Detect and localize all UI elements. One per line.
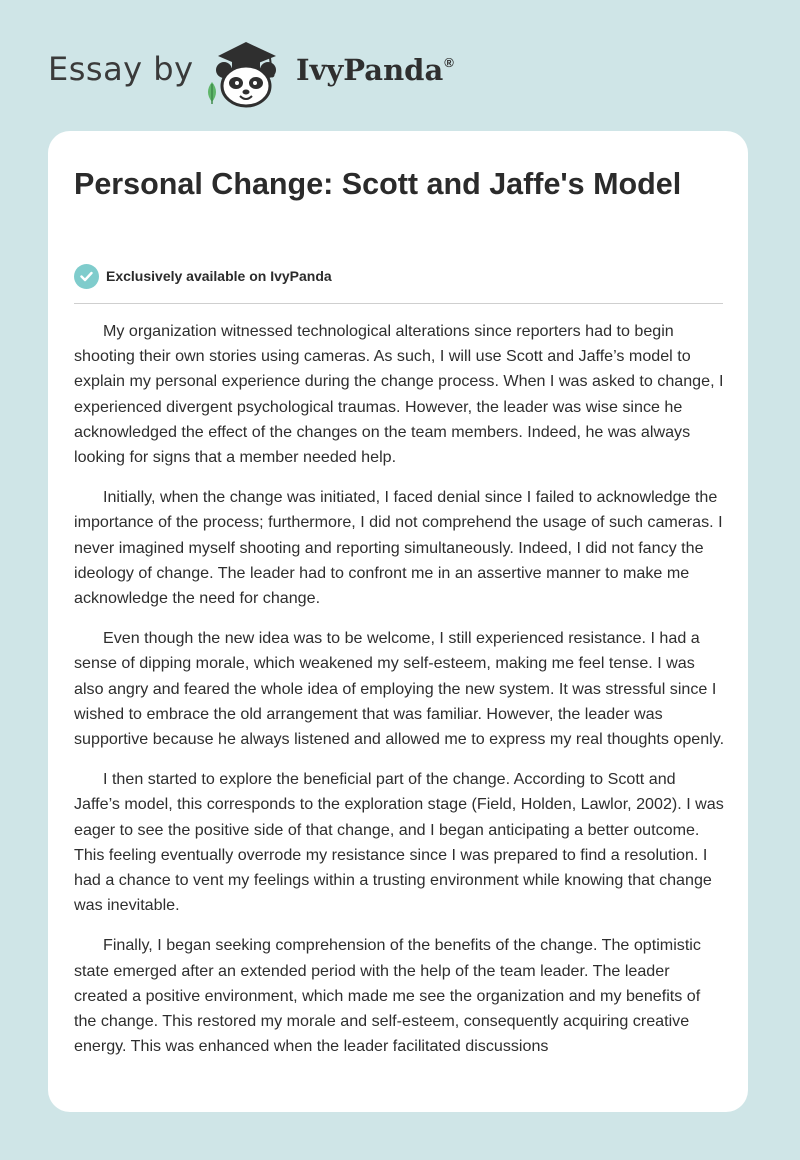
essay-by-label: Essay by bbox=[48, 50, 194, 88]
essay-title: Personal Change: Scott and Jaffe's Model bbox=[74, 167, 682, 201]
site-header bbox=[0, 0, 800, 130]
check-icon bbox=[74, 264, 99, 289]
exclusive-badge bbox=[74, 263, 332, 289]
panda-graduate-icon[interactable] bbox=[200, 34, 292, 110]
brand-logo[interactable] bbox=[296, 53, 454, 87]
registered-mark: ® bbox=[444, 55, 454, 70]
paragraph: Even though the new idea was to be welcome, I still experienced resistance. I had a sense of dipping morale, which weakened my self-esteem, making me feel tense. I was also angry and feared the whole idea of employing the new system. It was stressful since I wished to embrace the old arrangement that was familiar. However, the leader was supportive because he always listened and allowed me to express my real thoughts openly. bbox=[74, 629, 725, 749]
paragraph: Initially, when the change was initiated, I faced denial since I failed to acknowledge the importance of the process; furthermore, I did not comprehend the usage of such cameras. I never imagined myself shooting and reporting simultaneously. Indeed, I did not fancy the ideology of change. The leader had to confront me in an assertive manner to make me acknowledge the need for change. bbox=[74, 488, 723, 608]
divider bbox=[74, 303, 723, 304]
paragraph: My organization witnessed technological alterations since reporters had to begin shooting their own stories using cameras. As such, I will use Scott and Jaffe’s model to explain my personal experience during the change process. When I was asked to change, I experienced divergent psychological traumas. However, the leader was wise since he acknowledged the effect of the changes on the team members. Indeed, he was always looking for signs that a member needed help. bbox=[74, 322, 724, 467]
paragraph: I then started to explore the beneficial part of the change. According to Scott and Jaffe’s model, this corresponds to the exploration stage (Field, Holden, Lawlor, 2002). I was eager to see the positive side of that change, and I began anticipating a better outcome. This feeling eventually overrode my resistance since I was prepared to find a resolution. I had a chance to vent my feelings within a trusting environment while knowing that change was inevitable. bbox=[74, 770, 724, 915]
exclusive-badge-label: Exclusively available on IvyPanda bbox=[106, 268, 332, 284]
brand-name: IvyPanda bbox=[296, 53, 444, 87]
paragraph: Finally, I began seeking comprehension of the benefits of the change. The optimistic state emerged after an extended period with the help of the team leader. The leader created a positive environment, which made me see the organization and my benefits of the change. This restored my morale and self-esteem, consequently acquiring creative energy. This was enhanced when the leader facilitated discussions bbox=[74, 936, 701, 1056]
essay-body bbox=[74, 319, 725, 1074]
essay-card bbox=[48, 131, 748, 1112]
